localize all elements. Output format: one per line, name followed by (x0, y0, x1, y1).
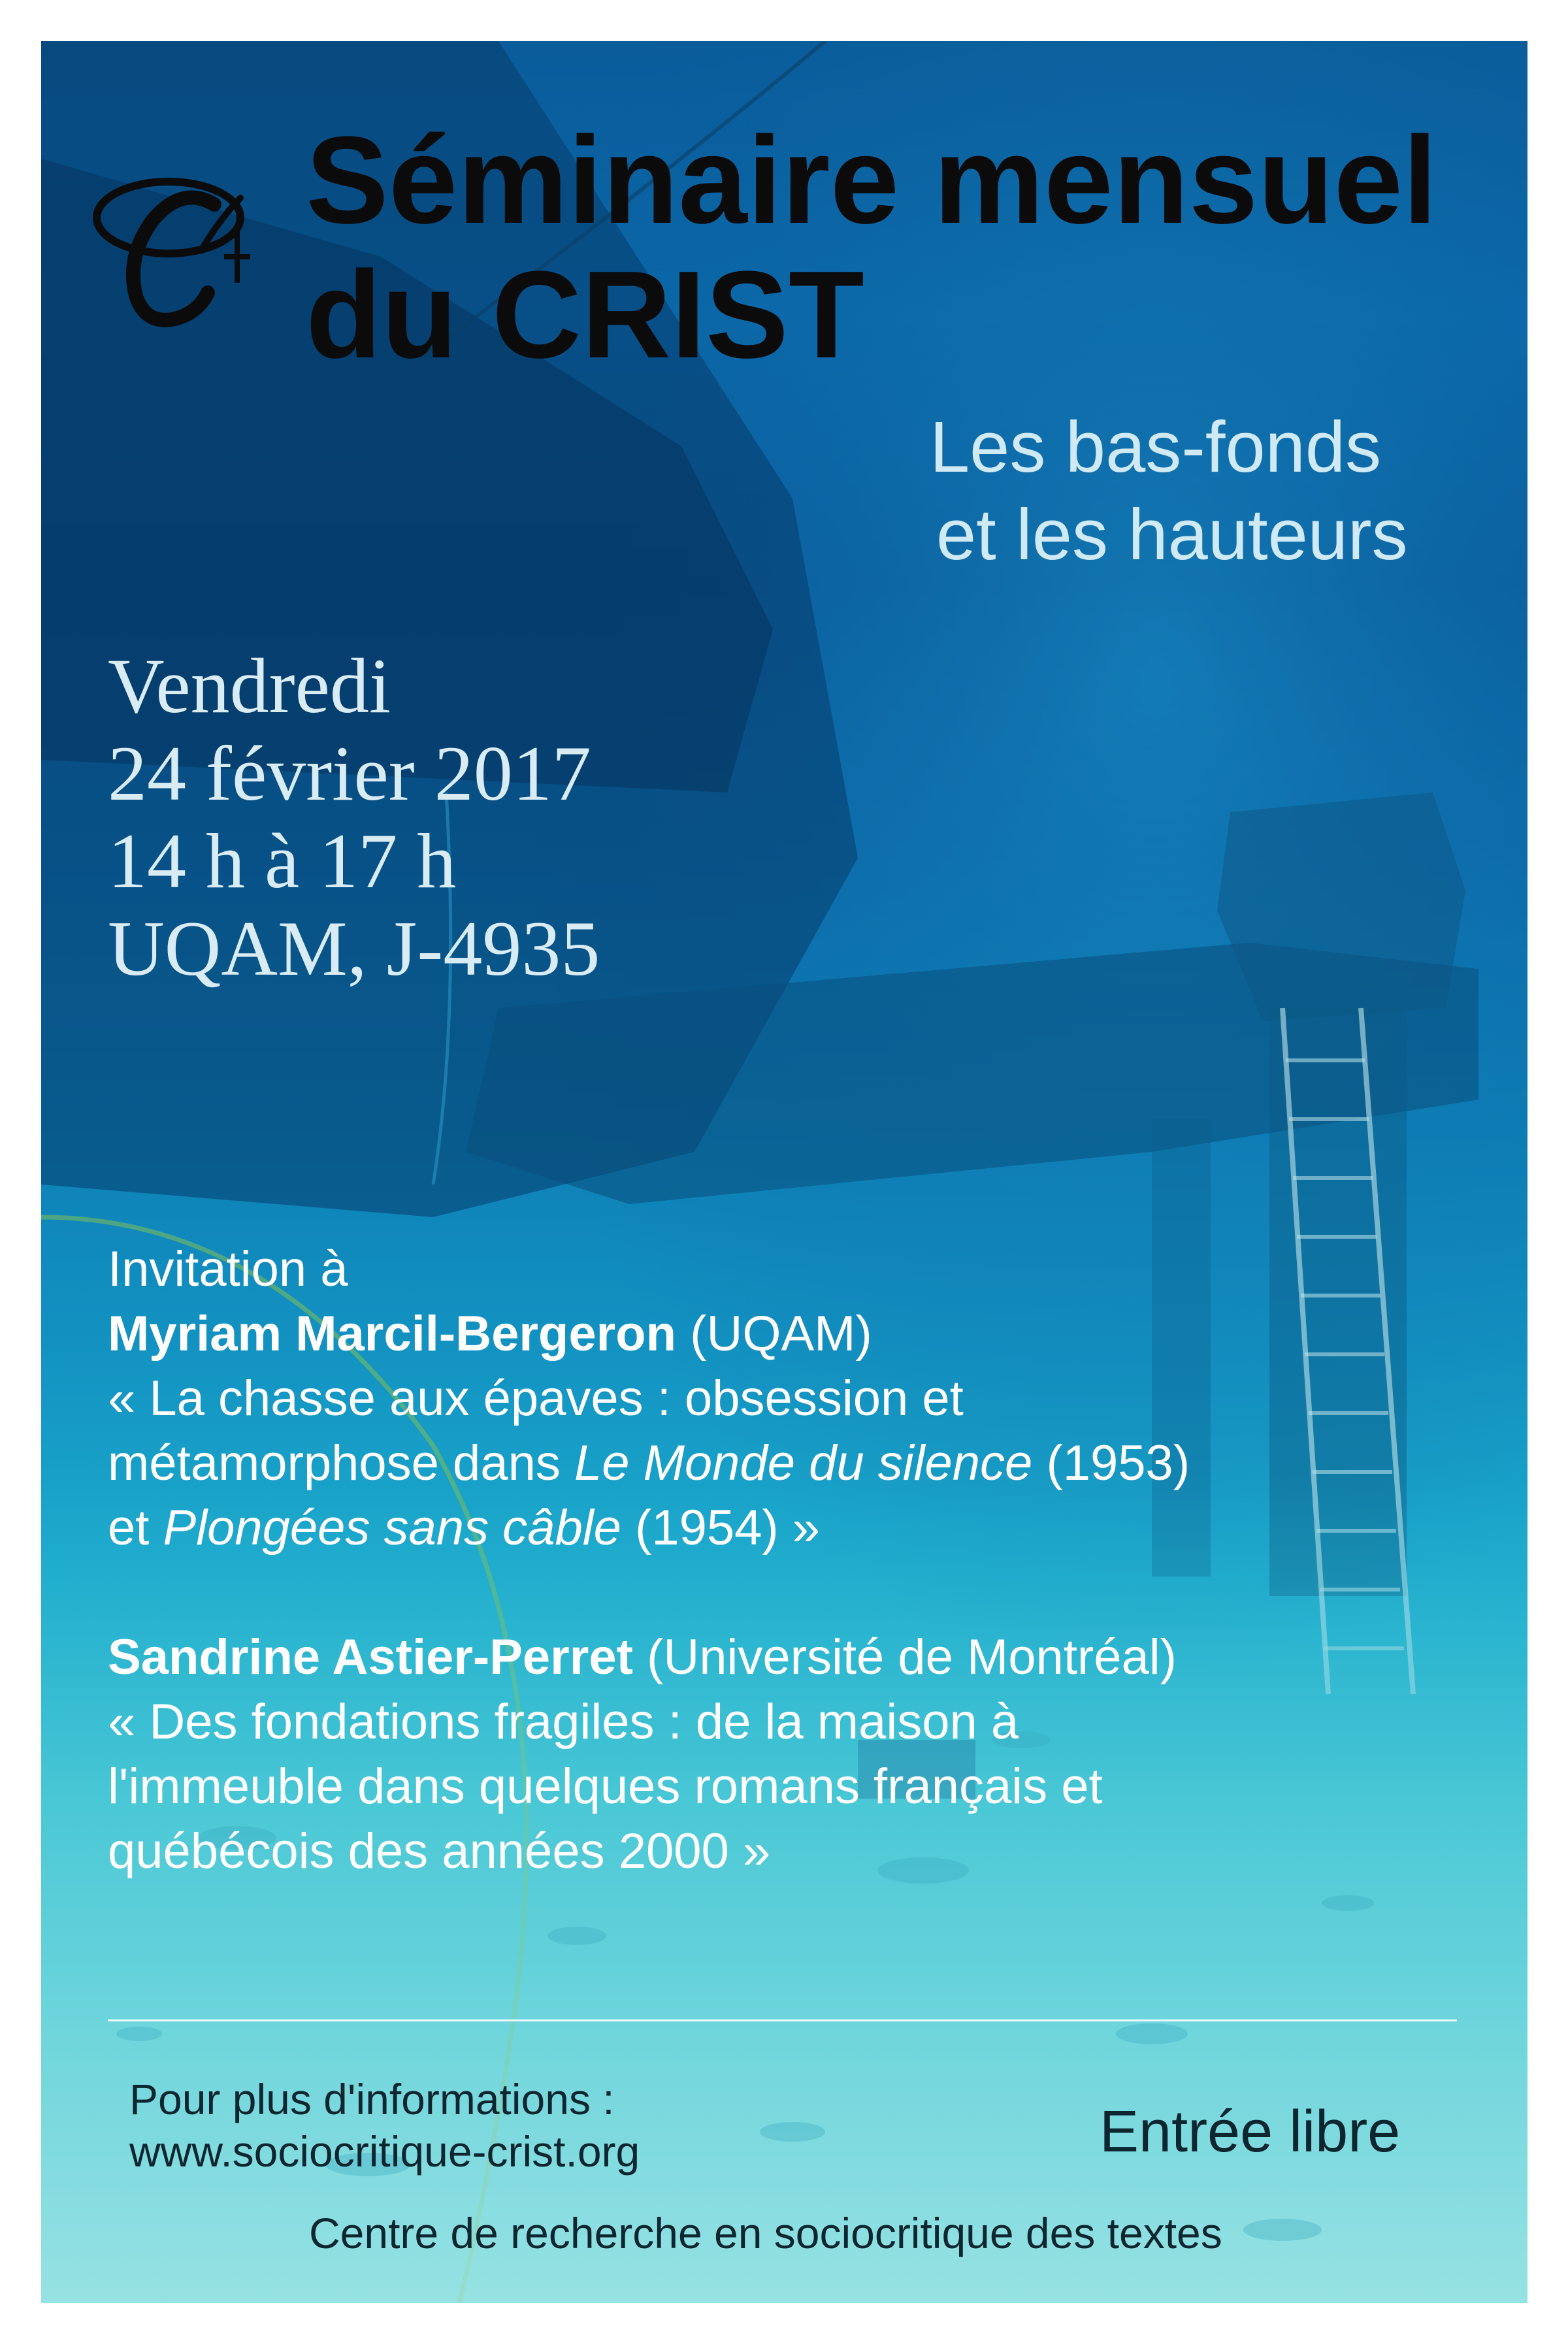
talk-1-line-2-end: (1953) (1032, 1435, 1190, 1491)
talk-2-title-line-2: l'immeuble dans quelques romans français et (108, 1759, 1103, 1814)
seminar-theme (930, 404, 1408, 579)
talks-section (108, 1237, 1190, 1884)
talk-1-title-line-3 (108, 1495, 1190, 1560)
crist-logo-icon (90, 159, 273, 355)
admission-note: Entrée libre (1100, 2099, 1401, 2164)
event-date: 24 février 2017 (108, 730, 591, 817)
event-details (108, 642, 600, 992)
title-line-2: du CRIST (306, 246, 864, 384)
info-label: Pour plus d'informations : (129, 2075, 615, 2123)
website-link[interactable]: www.sociocritique-crist.org (129, 2127, 640, 2176)
event-place: UQAM, J-4935 (108, 905, 600, 992)
theme-line-2: et les hauteurs (936, 495, 1408, 575)
talk-1-line-3-end: (1954) » (621, 1500, 821, 1556)
invitation-label: Invitation à (108, 1241, 348, 1297)
talk-2-speaker: Sandrine Astier-Perret (108, 1629, 633, 1685)
talk-1-line-3-start: et (108, 1500, 163, 1556)
title-line-1: Séminaire mensuel (306, 111, 1437, 250)
footer-divider (108, 2019, 1457, 2021)
poster-title (306, 113, 1437, 382)
talk-1-speaker: Myriam Marcil-Bergeron (108, 1306, 677, 1362)
more-info (129, 2073, 640, 2178)
event-day: Vendredi (108, 642, 391, 729)
talks-spacer (108, 1560, 1190, 1625)
theme-line-1: Les bas-fonds (930, 407, 1381, 487)
talk-1-title-line-2 (108, 1431, 1190, 1495)
talk-2-title-line-3: québécois des années 2000 » (108, 1823, 771, 1879)
talk-1-title-line-1: « La chasse aux épaves : obsession et (108, 1371, 964, 1426)
event-time: 14 h à 17 h (108, 817, 457, 904)
poster (41, 41, 1527, 2303)
talk-1-affiliation: (UQAM) (676, 1306, 872, 1362)
centre-name: Centre de recherche en sociocritique des textes (309, 2209, 1222, 2257)
talk-1-work-2: Plongées sans câble (163, 1500, 621, 1556)
talk-1-work-1: Le Monde du silence (574, 1435, 1033, 1491)
talk-1-speaker-line (108, 1301, 1190, 1366)
talk-1-line-2-start: métamorphose dans (108, 1435, 574, 1491)
talk-2-affiliation: (Université de Montréal) (632, 1629, 1177, 1685)
talk-2-title-line-1: « Des fondations fragiles : de la maison à (108, 1694, 1019, 1750)
talk-2-speaker-line (108, 1625, 1190, 1690)
